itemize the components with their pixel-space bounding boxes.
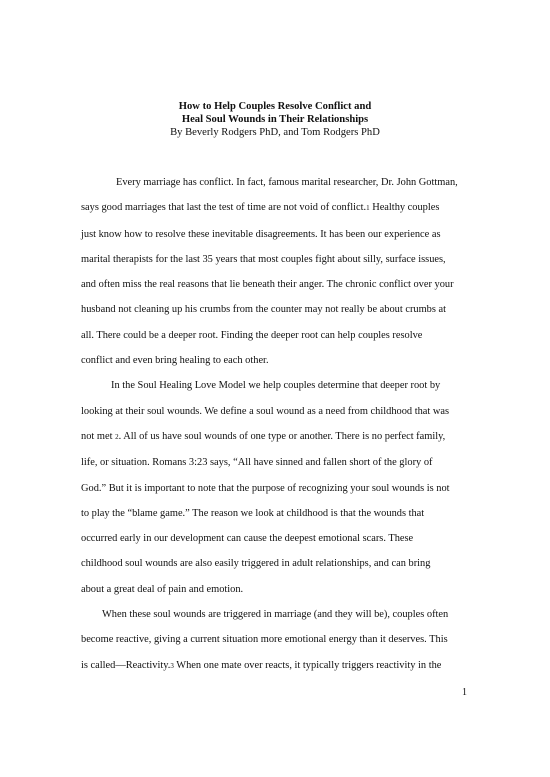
- paragraph-line: life, or situation. Romans 3:23 says, “All have sinned and fallen short of the glory of: [81, 457, 433, 469]
- paragraph-line: to play the “blame game.” The reason we look at childhood is that the wounds that: [81, 507, 425, 519]
- byline: By Beverly Rodgers PhD, and Tom Rodgers PhD: [170, 127, 380, 138]
- paragraph-line: In the Soul Healing Love Model we help couples determine that deeper root by: [111, 380, 441, 392]
- title-line-2: Heal Soul Wounds in Their Relationships: [181, 114, 369, 125]
- paragraph-2: [81, 373, 481, 602]
- paragraph-line: not met 2. All of us have soul wounds of one type or another. There is no perfect family,: [81, 430, 446, 442]
- paragraph-line: become reactive, giving a current situation more emotional energy than it deserves. This: [81, 634, 448, 646]
- paragraph-line: Every marriage has conflict. In fact, famous marital researcher, Dr. John Gottman,: [116, 177, 458, 188]
- footnote-ref[interactable]: 3: [170, 661, 174, 670]
- paragraph-line: childhood soul wounds are also easily triggered in adult relationships, and can bring: [81, 558, 431, 570]
- paragraph-line: God.” But it is important to note that the purpose of recognizing your soul wounds is not: [81, 482, 450, 494]
- paragraph-1: [81, 170, 481, 373]
- paragraph-line: says good marriages that last the test of time are not void of conflict.1 Healthy couples: [81, 202, 440, 214]
- footnote-ref[interactable]: 2: [115, 432, 119, 441]
- paragraph-line: marital therapists for the last 35 years that most couples fight about silly, surface issues,: [81, 253, 446, 265]
- paragraph-line: looking at their soul wounds. We define a soul wound as a need from childhood that was: [81, 405, 450, 417]
- paragraph-line: all. There could be a deeper root. Finding the deeper root can help couples resolve: [81, 329, 423, 341]
- paragraph-line: conflict and even bring healing to each other.: [81, 355, 269, 367]
- paragraph-line: When these soul wounds are triggered in marriage (and they will be), couples often: [102, 609, 449, 621]
- document-header: [0, 100, 550, 139]
- paragraph-line: is called—Reactivity.3 When one mate over reacts, it typically triggers reactivity in the: [81, 659, 442, 671]
- footnote-ref[interactable]: 1: [366, 204, 370, 213]
- paragraph-line: just know how to resolve these inevitable disagreements. It has been our experience as: [81, 228, 441, 240]
- paragraph-line: husband not cleaning up his crumbs from the counter may not really be about crumbs at: [81, 304, 447, 316]
- paragraph-3: [81, 602, 481, 679]
- paragraph-line: about a great deal of pain and emotion.: [81, 583, 244, 595]
- document-body: [81, 170, 481, 679]
- page-number: 1: [462, 687, 467, 698]
- paragraph-line: occurred early in our development can cause the deepest emotional scars. These: [81, 533, 414, 545]
- title-line-1: How to Help Couples Resolve Conflict and: [178, 101, 372, 112]
- paragraph-line: and often miss the real reasons that lie beneath their anger. The chronic conflict over your: [81, 279, 454, 291]
